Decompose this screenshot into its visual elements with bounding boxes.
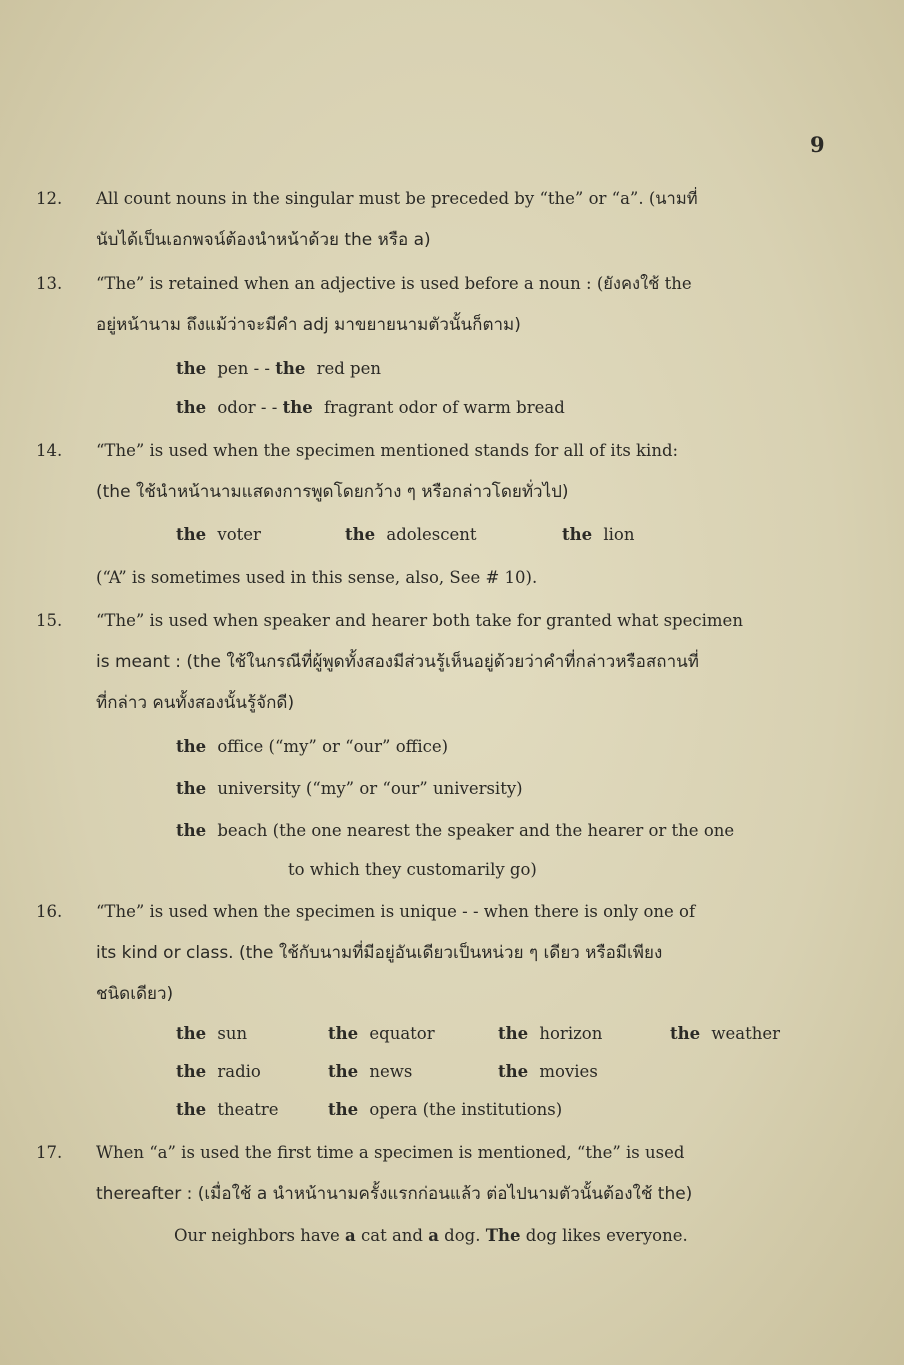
item-number-17: 17. xyxy=(36,1143,63,1162)
example-sentence: Our neighbors have a cat and a dog. The dog likes everyone. xyxy=(174,1226,688,1245)
item-number-15: 15. xyxy=(36,611,63,630)
example-word: the opera (the institutions) xyxy=(328,1100,563,1119)
example-row: the office (“my” or “our” office) xyxy=(176,737,449,756)
example-word: the news xyxy=(328,1062,413,1081)
example-row-continued: to which they customarily go) xyxy=(288,860,537,879)
example-row: the university (“my” or “our” university) xyxy=(176,779,523,798)
example-word: the theatre xyxy=(176,1100,279,1119)
item-16-line-2: its kind or class. (the ใช้กับนามที่มีอยู่อันเดียวเป็นหน่วย ๆ เดียว หรือมีเพียง xyxy=(96,943,663,963)
item-14-line-1: “The” is used when the specimen mentioned stands for all of its kind: xyxy=(96,441,679,460)
example-row: the pen - - the red pen xyxy=(176,359,382,378)
item-15-line-3: ที่กล่าว คนทั้งสองนั้นรู้จักดี) xyxy=(96,693,295,713)
item-13-line-2: อยู่หน้านาม ถึงแม้ว่าจะมีคำ adj มาขยายนามตัวนั้นก็ตาม) xyxy=(96,315,521,335)
item-number-12: 12. xyxy=(36,189,63,208)
item-13-line-1: “The” is retained when an adjective is used before a noun : (ยังคงใช้ the xyxy=(96,274,692,293)
item-number-14: 14. xyxy=(36,441,63,460)
item-17-line-1: When “a” is used the first time a specimen is mentioned, “the” is used xyxy=(96,1143,685,1162)
item-14-note: (“A” is sometimes used in this sense, also, See # 10). xyxy=(96,568,538,587)
item-17-line-2: thereafter : (เมื่อใช้ a นำหน้านามครั้งแรกก่อนแล้ว ต่อไปนามตัวนั้นต้องใช้ the) xyxy=(96,1184,693,1204)
example-word: the horizon xyxy=(498,1024,603,1043)
example-word: the sun xyxy=(176,1024,248,1043)
item-12-line-1: All count nouns in the singular must be preceded by “the” or “a”. (นามที่ xyxy=(96,189,698,208)
example-word: the adolescent xyxy=(345,525,477,544)
example-word: the movies xyxy=(498,1062,598,1081)
item-16-line-3: ชนิดเดียว) xyxy=(96,984,174,1004)
example-word: the weather xyxy=(670,1024,781,1043)
example-word: the equator xyxy=(328,1024,435,1043)
item-16-line-1: “The” is used when the specimen is unique - - when there is only one of xyxy=(96,902,696,921)
example-word: the radio xyxy=(176,1062,261,1081)
example-word: the voter xyxy=(176,525,261,544)
item-14-line-2: (the ใช้นำหน้านามแสดงการพูดโดยกว้าง ๆ หรือกล่าวโดยทั่วไป) xyxy=(96,482,569,502)
item-number-13: 13. xyxy=(36,274,63,293)
example-row: the odor - - the fragrant odor of warm bread xyxy=(176,398,565,417)
item-12-line-2: นับได้เป็นเอกพจน์ต้องนำหน้าด้วย the หรือ a) xyxy=(96,230,431,250)
item-15-line-1: “The” is used when speaker and hearer both take for granted what specimen xyxy=(96,611,743,630)
item-15-line-2: is meant : (the ใช้ในกรณีที่ผู้พูดทั้งสองมีส่วนรู้เห็นอยู่ด้วยว่าคำที่กล่าวหรือสถานที่ xyxy=(96,652,699,672)
item-number-16: 16. xyxy=(36,902,63,921)
example-row: the beach (the one nearest the speaker and the hearer or the one xyxy=(176,821,735,840)
page-number: 9 xyxy=(810,132,825,157)
example-word: the lion xyxy=(562,525,635,544)
